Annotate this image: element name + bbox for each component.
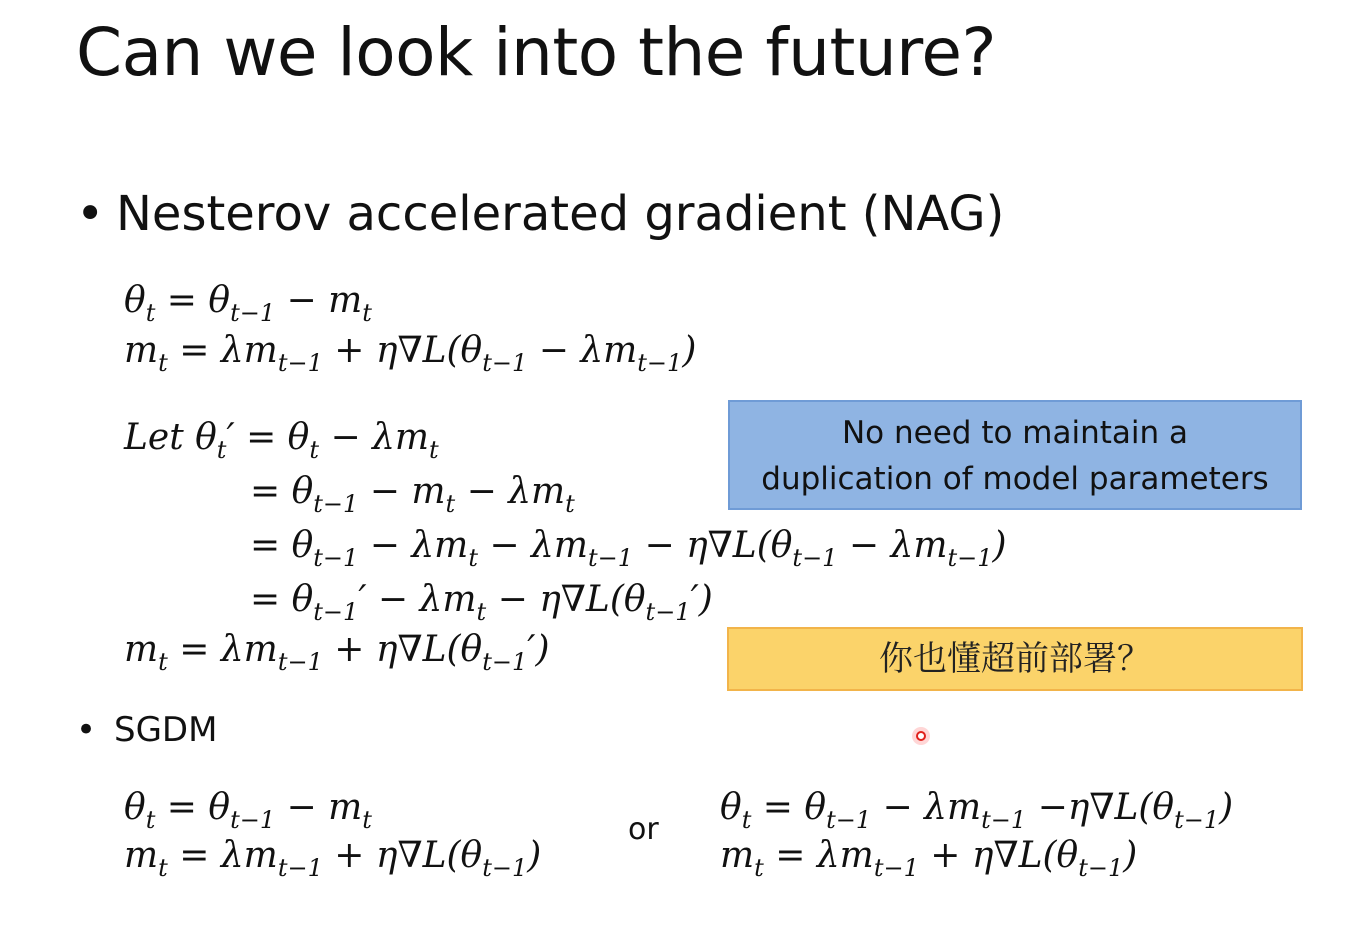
callout-line-2: duplication of model parameters (761, 461, 1269, 497)
sgdm-right-momentum: $m_t = \lambda m_{t-1} + \eta\nabla L(\theta_{t-1})$ (720, 835, 1138, 882)
bullet-sgdm-label: SGDM (114, 710, 218, 750)
bullet-sgdm (76, 710, 217, 750)
nag-let-theta-prime: Let $\theta_t' = \theta_t - \lambda m_t$ (124, 417, 439, 464)
nag-momentum-prime: $m_t = \lambda m_{t-1} + \eta\nabla L(\theta_{t-1}')$ (124, 629, 550, 676)
nag-eq-theta: $\theta_t = \theta_{t-1} - m_t$ (124, 280, 372, 327)
nag-derivation-step-1: = $\theta_{t-1} - m_t - \lambda m_t$ (250, 471, 575, 518)
nag-derivation-step-2: = $\theta_{t-1} - \lambda m_t - \lambda m_{t-1} - \eta\nabla L(\theta_{t-1} - \lambda m_{t-1})$ (250, 525, 1007, 572)
or-label: or (628, 812, 659, 847)
slide-title: Can we look into the future? (76, 14, 996, 91)
laser-pointer-icon (912, 727, 930, 745)
bullet-dot: • (76, 710, 97, 750)
callout-no-duplication (728, 400, 1302, 510)
sgdm-left-theta: $\theta_t = \theta_{t-1} - m_t$ (124, 787, 372, 834)
sgdm-left-momentum: $m_t = \lambda m_{t-1} + \eta\nabla L(\theta_{t-1})$ (124, 835, 542, 882)
nag-derivation-step-3: = $\theta_{t-1}' - \lambda m_t - \eta\nabla L(\theta_{t-1}')$ (250, 579, 713, 626)
bullet-nag-label: Nesterov accelerated gradient (NAG) (116, 186, 1005, 242)
nag-eq-momentum: $m_t = \lambda m_{t-1} + \eta\nabla L(\theta_{t-1} - \lambda m_{t-1})$ (124, 330, 697, 377)
bullet-nag (76, 186, 1004, 242)
sgdm-right-theta: $\theta_t = \theta_{t-1} - \lambda m_{t-1} -\eta\nabla L(\theta_{t-1})$ (720, 787, 1234, 834)
bullet-dot: • (76, 186, 105, 242)
callout-line-1: No need to maintain a (841, 415, 1189, 451)
callout-chinese-quip: 你也懂超前部署？ (727, 627, 1303, 691)
